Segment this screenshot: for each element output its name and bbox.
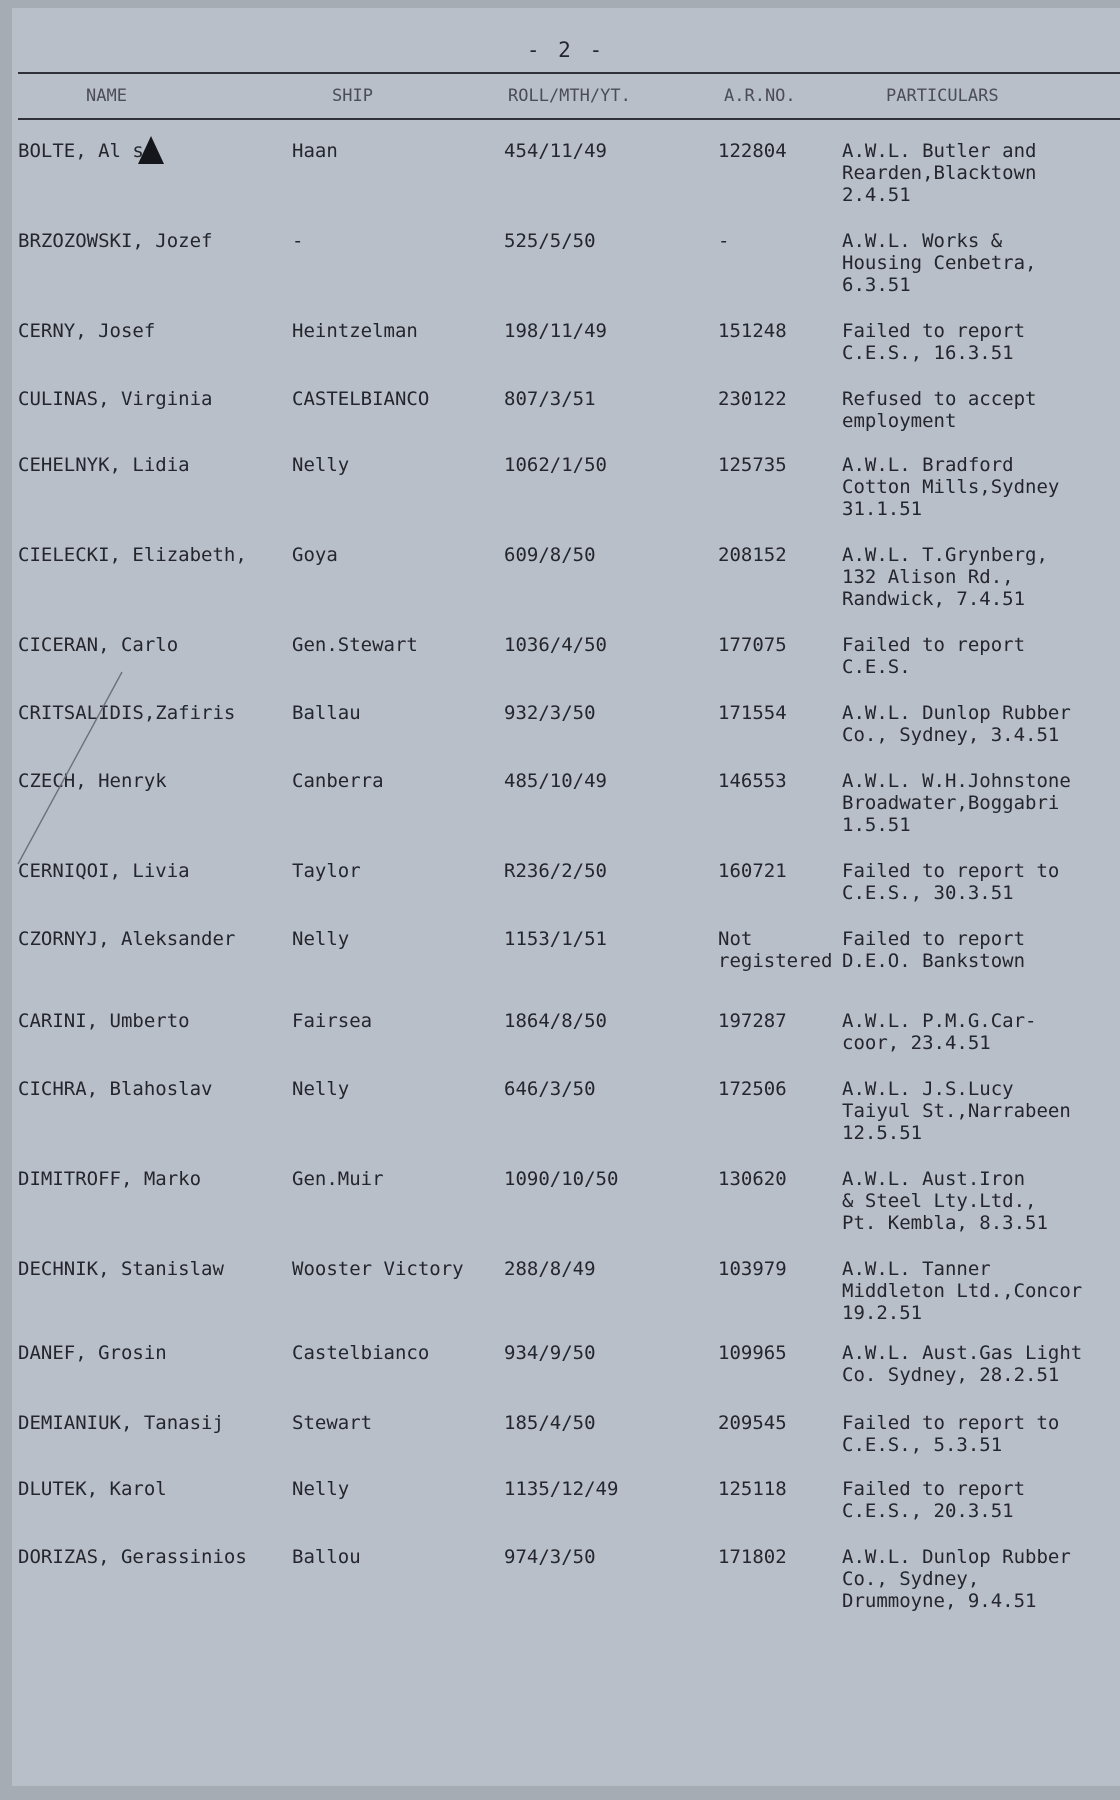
row-ar-no: 197287 xyxy=(718,1010,787,1032)
row-particulars: A.W.L. Works & Housing Cenbetra, 6.3.51 xyxy=(842,230,1037,296)
row-ship: CASTELBIANCO xyxy=(292,388,430,410)
header-particulars: PARTICULARS xyxy=(886,86,999,106)
row-ship: Nelly xyxy=(292,1478,350,1500)
row-ship: Goya xyxy=(292,544,338,566)
row-name: CULINAS, Virginia xyxy=(18,388,213,410)
row-ar-no: 177075 xyxy=(718,634,787,656)
row-name: CEHELNYK, Lidia xyxy=(18,454,190,476)
ink-mark xyxy=(138,136,164,164)
row-ar-no: 209545 xyxy=(718,1412,787,1434)
header-top-rule xyxy=(18,72,1120,74)
row-ship: Nelly xyxy=(292,928,350,950)
row-particulars: A.W.L. Bradford Cotton Mills,Sydney 31.1.51 xyxy=(842,454,1060,520)
row-particulars: A.W.L. Aust.Iron & Steel Lty.Ltd., Pt. Kembla, 8.3.51 xyxy=(842,1168,1048,1234)
row-ship: Gen.Muir xyxy=(292,1168,384,1190)
row-ship: Canberra xyxy=(292,770,384,792)
row-name: BRZOZOWSKI, Jozef xyxy=(18,230,213,252)
row-roll: 609/8/50 xyxy=(504,544,596,566)
row-name: DLUTEK, Karol xyxy=(18,1478,167,1500)
row-ar-no: Not registered xyxy=(718,928,833,972)
row-ar-no: 125735 xyxy=(718,454,787,476)
row-roll: 934/9/50 xyxy=(504,1342,596,1364)
row-ship: Stewart xyxy=(292,1412,373,1434)
row-roll: 974/3/50 xyxy=(504,1546,596,1568)
row-ar-no: 109965 xyxy=(718,1342,787,1364)
row-name: DORIZAS, Gerassinios xyxy=(18,1546,247,1568)
row-ar-no: 230122 xyxy=(718,388,787,410)
row-ship: Ballau xyxy=(292,702,361,724)
header-ar-no: A.R.NO. xyxy=(724,86,796,106)
row-roll: 1036/4/50 xyxy=(504,634,607,656)
row-ar-no: 172506 xyxy=(718,1078,787,1100)
row-name: CZECH, Henryk xyxy=(18,770,167,792)
row-roll: 646/3/50 xyxy=(504,1078,596,1100)
row-ship: Fairsea xyxy=(292,1010,373,1032)
row-ar-no: - xyxy=(718,230,730,252)
row-roll: 525/5/50 xyxy=(504,230,596,252)
row-roll: 1135/12/49 xyxy=(504,1478,619,1500)
header-roll: ROLL/MTH/YT. xyxy=(508,86,631,106)
row-name: CERNY, Josef xyxy=(18,320,156,342)
row-particulars: A.W.L. Aust.Gas Light Co. Sydney, 28.2.51 xyxy=(842,1342,1083,1386)
header-ship: SHIP xyxy=(332,86,373,106)
row-ship: Taylor xyxy=(292,860,361,882)
header-bottom-rule xyxy=(18,118,1120,120)
row-particulars: A.W.L. Butler and Rearden,Blacktown 2.4.51 xyxy=(842,140,1037,206)
row-ship: Haan xyxy=(292,140,338,162)
row-roll: 198/11/49 xyxy=(504,320,607,342)
row-ar-no: 208152 xyxy=(718,544,787,566)
row-roll: 1062/1/50 xyxy=(504,454,607,476)
row-particulars: Failed to report C.E.S., 20.3.51 xyxy=(842,1478,1026,1522)
row-particulars: Failed to report C.E.S., 16.3.51 xyxy=(842,320,1026,364)
row-particulars: A.W.L. Dunlop Rubber Co., Sydney, Drummoyne, 9.4.51 xyxy=(842,1546,1071,1612)
row-particulars: A.W.L. P.M.G.Car- coor, 23.4.51 xyxy=(842,1010,1037,1054)
row-name: CICHRA, Blahoslav xyxy=(18,1078,213,1100)
row-particulars: Failed to report C.E.S. xyxy=(842,634,1026,678)
row-ship: Nelly xyxy=(292,454,350,476)
row-name: DANEF, Grosin xyxy=(18,1342,167,1364)
row-name: DECHNIK, Stanislaw xyxy=(18,1258,224,1280)
row-roll: 1090/10/50 xyxy=(504,1168,619,1190)
row-particulars: A.W.L. W.H.Johnstone Broadwater,Boggabri 1.5.51 xyxy=(842,770,1071,836)
row-ship: Ballou xyxy=(292,1546,361,1568)
row-particulars: Refused to accept employment xyxy=(842,388,1037,432)
row-ar-no: 125118 xyxy=(718,1478,787,1500)
row-roll: 932/3/50 xyxy=(504,702,596,724)
row-ar-no: 130620 xyxy=(718,1168,787,1190)
row-ship: Castelbianco xyxy=(292,1342,430,1364)
row-ship: - xyxy=(292,230,304,252)
row-roll: 454/11/49 xyxy=(504,140,607,162)
row-particulars: A.W.L. Tanner Middleton Ltd.,Concor 19.2.51 xyxy=(842,1258,1083,1324)
row-particulars: Failed to report to C.E.S., 30.3.51 xyxy=(842,860,1060,904)
row-roll: 1864/8/50 xyxy=(504,1010,607,1032)
row-name: CERNIQOI, Livia xyxy=(18,860,190,882)
row-roll: 1153/1/51 xyxy=(504,928,607,950)
row-ar-no: 146553 xyxy=(718,770,787,792)
row-ship: Nelly xyxy=(292,1078,350,1100)
row-roll: 807/3/51 xyxy=(504,388,596,410)
row-roll: R236/2/50 xyxy=(504,860,607,882)
pencil-stroke xyxy=(12,668,142,868)
row-ar-no: 103979 xyxy=(718,1258,787,1280)
header-name: NAME xyxy=(86,86,127,106)
row-name: CARINI, Umberto xyxy=(18,1010,190,1032)
row-particulars: Failed to report to C.E.S., 5.3.51 xyxy=(842,1412,1060,1456)
row-ship: Heintzelman xyxy=(292,320,418,342)
row-ship: Gen.Stewart xyxy=(292,634,418,656)
row-roll: 485/10/49 xyxy=(504,770,607,792)
row-ar-no: 171554 xyxy=(718,702,787,724)
row-ar-no: 160721 xyxy=(718,860,787,882)
row-particulars: A.W.L. T.Grynberg, 132 Alison Rd., Randwick, 7.4.51 xyxy=(842,544,1048,610)
row-ar-no: 122804 xyxy=(718,140,787,162)
row-particulars: Failed to report D.E.O. Bankstown xyxy=(842,928,1026,972)
row-ar-no: 171802 xyxy=(718,1546,787,1568)
row-ship: Wooster Victory xyxy=(292,1258,464,1280)
row-name: CICERAN, Carlo xyxy=(18,634,179,656)
row-roll: 288/8/49 xyxy=(504,1258,596,1280)
row-name: DEMIANIUK, Tanasij xyxy=(18,1412,224,1434)
row-roll: 185/4/50 xyxy=(504,1412,596,1434)
row-name: BOLTE, Al s xyxy=(18,140,144,162)
page-number: - 2 - xyxy=(526,38,606,62)
row-particulars: A.W.L. J.S.Lucy Taiyul St.,Narrabeen 12.5.51 xyxy=(842,1078,1071,1144)
row-name: DIMITROFF, Marko xyxy=(18,1168,202,1190)
row-name: CZORNYJ, Aleksander xyxy=(18,928,236,950)
row-name: CRITSALIDIS,Zafiris xyxy=(18,702,236,724)
row-name: CIELECKI, Elizabeth, xyxy=(18,544,247,566)
row-particulars: A.W.L. Dunlop Rubber Co., Sydney, 3.4.51 xyxy=(842,702,1071,746)
row-ar-no: 151248 xyxy=(718,320,787,342)
typed-page xyxy=(12,8,1120,1786)
